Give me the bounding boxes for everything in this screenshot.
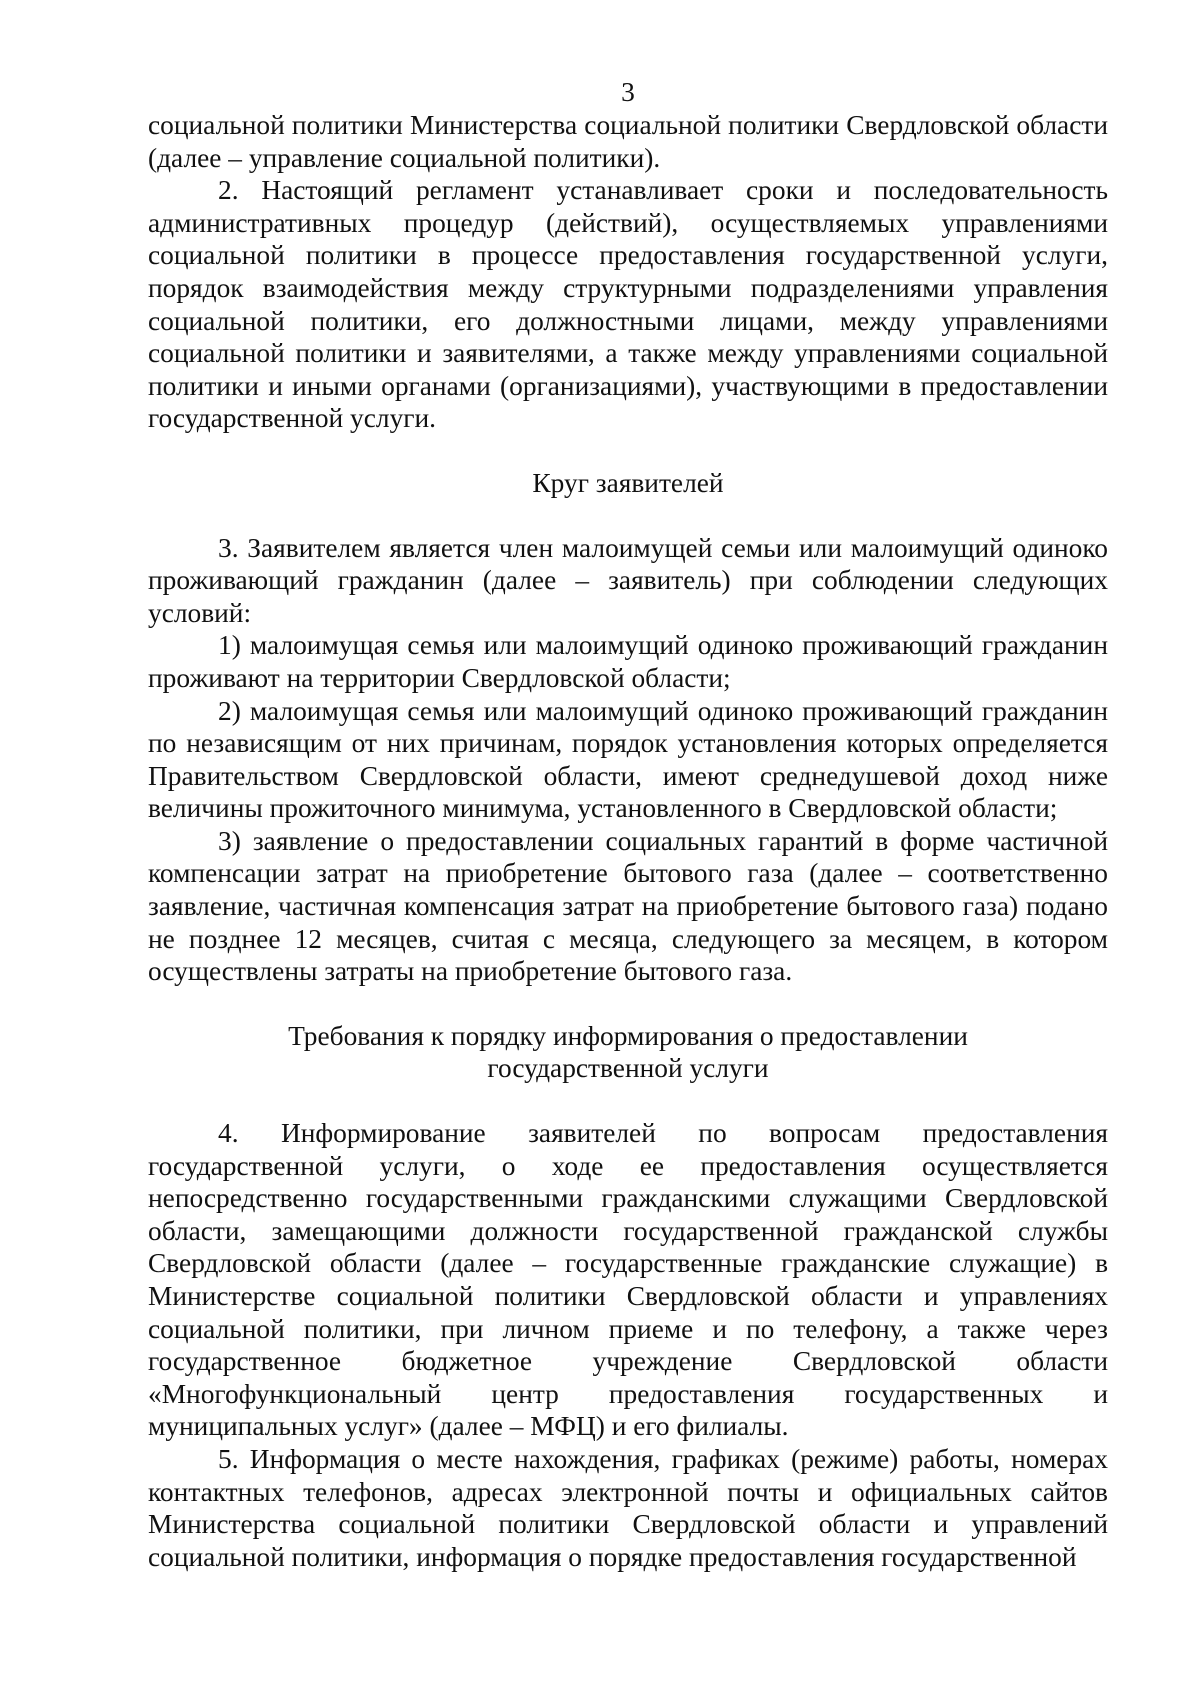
list-item-3: 3) заявление о предоставлении социальных гарантий в форме частичной компенсации затрат на приобретение бытового газа (далее – соответственно заявление, частичная компенсация затрат на приобретение бытового газа) подано не позднее 12 месяцев, считая с месяца, следующего за месяцем, в котором осуществлены затраты на приобретение бытового газа. (148, 825, 1108, 987)
section-heading-info-line1: Требования к порядку информирования о предоставлении (288, 1020, 968, 1051)
paragraph-3: 3. Заявителем является член малоимущей семьи или малоимущий одиноко проживающий гражданин (далее – заявитель) при соблюдении следующих условий: (148, 532, 1108, 628)
section-heading-info (148, 1020, 1108, 1085)
spacer (148, 988, 1108, 1020)
spacer (148, 1085, 1108, 1117)
list-item-2: 2) малоимущая семья или малоимущий одиноко проживающий гражданин по независящим от них причинам, порядок установления которых определяется Правительством Свердловской области, имеют среднедушевой доход ниже величины прожиточного минимума, установленного в Свердловской области; (148, 695, 1108, 824)
page-number: 3 (621, 77, 635, 107)
section-heading-info-line2: государственной услуги (487, 1053, 769, 1084)
spacer (148, 435, 1108, 467)
paragraph-2: 2. Настоящий регламент устанавливает сроки и последовательность административных процедур (действий), осуществляемых управлениями социальной политики в процессе предоставления государственной услуги, порядок взаимодействия между структурными подразделениями управления социальной политики, его должностными лицами, между управлениями социальной политики и заявителями, а также между управлениями социальной политики и иными органами (организациями), участвующими в предоставлении государственной услуги. (148, 175, 1108, 434)
section-heading-applicants: Круг заявителей (532, 467, 724, 498)
list-item-1: 1) малоимущая семья или малоимущий одиноко проживающий гражданин проживают на территории Свердловской области; (148, 630, 1108, 693)
paragraph-5: 5. Информация о месте нахождения, графиках (режиме) работы, номерах контактных телефонов, адресах электронной почты и официальных сайтов Министерства социальной политики Свердловской области и управлений социальной политики, информация о порядке предоставления государственной (148, 1443, 1108, 1572)
paragraph-4: 4. Информирование заявителей по вопросам предоставления государственной услуги, о ходе ее предоставления осуществляется непосредственно государственными гражданскими служащими Свердловской области, замещающими должности государственной гражданской службы Свердловской области (далее – государственные гражданские служащие) в Министерстве социальной политики Свердловской области и управлениях социальной политики, при личном приеме и по телефону, а также через государственное бюджетное учреждение Свердловской области «Многофункциональный центр предоставления государственных и муниципальных услуг» (далее – МФЦ) и его филиалы. (148, 1118, 1108, 1442)
paragraph-continuation: социальной политики Министерства социальной политики Свердловской области (далее – управление социальной политики). (148, 110, 1108, 173)
spacer (148, 500, 1108, 532)
